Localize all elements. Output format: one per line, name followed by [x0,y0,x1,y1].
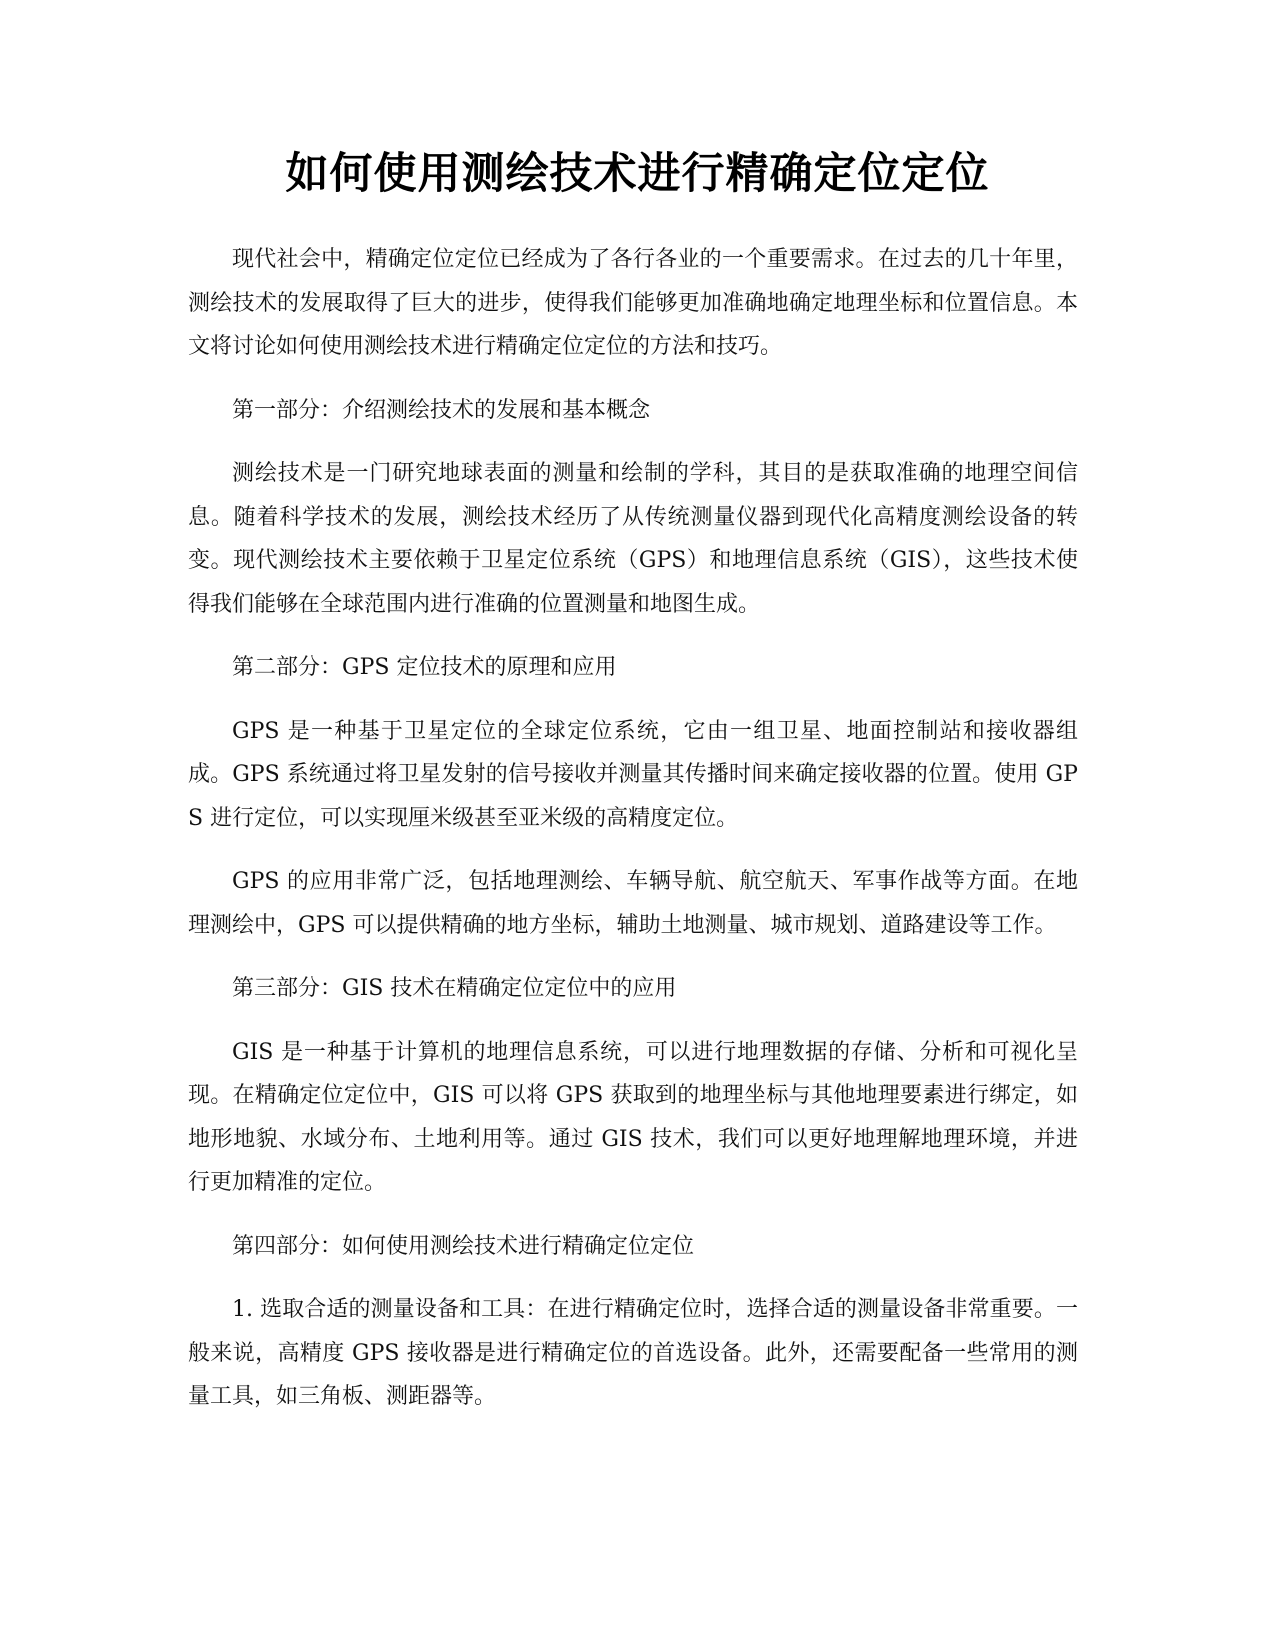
section-heading-3: 第三部分：GIS 技术在精确定位定位中的应用 [232,976,677,1001]
section-heading-1: 第一部分：介绍测绘技术的发展和基本概念 [232,397,651,423]
section-3-paragraph: GIS 是一种基于计算机的地理信息系统，可以进行地理数据的存储、分析和可视化呈现。在精确定位定位中，GIS 可以将 GPS 获取到的地理坐标与其他地理要素进行绑定，如地形地貌、水域分布、土地利用等。通过 GIS 技术，我们可以更好地理解地理环境，并进行更加精准的定位。 [188,1039,1078,1195]
document-title: 如何使用测绘技术进行精确定位定位 [285,149,990,199]
section-4-paragraph-1: 1. 选取合适的测量设备和工具：在进行精确定位时，选择合适的测量设备非常重要。一般来说，高精度 GPS 接收器是进行精确定位的首选设备。此外，还需要配备一些常用的测量工具，如三角板、测距器等。 [188,1297,1078,1409]
document-body [188,238,1078,1439]
section-1-paragraph: 测绘技术是一门研究地球表面的测量和绘制的学科，其目的是获取准确的地理空间信息。随着科学技术的发展，测绘技术经历了从传统测量仪器到现代化高精度测绘设备的转变。现代测绘技术主要依赖于卫星定位系统（GPS）和地理信息系统（GIS），这些技术使得我们能够在全球范围内进行准确的位置测量和地图生成。 [188,461,1078,617]
intro-paragraph: 现代社会中，精确定位定位已经成为了各行各业的一个重要需求。在过去的几十年里，测绘技术的发展取得了巨大的进步，使得我们能够更加准确地确定地理坐标和位置信息。本文将讨论如何使用测绘技术进行精确定位定位的方法和技巧。 [188,247,1078,359]
section-2-paragraph-1: GPS 是一种基于卫星定位的全球定位系统，它由一组卫星、地面控制站和接收器组成。GPS 系统通过将卫星发射的信号接收并测量其传播时间来确定接收器的位置。使用 GPS 进行定位，可以实现厘米级甚至亚米级的高精度定位。 [188,718,1078,831]
section-2-paragraph-2: GPS 的应用非常广泛，包括地理测绘、车辆导航、航空航天、军事作战等方面。在地理测绘中，GPS 可以提供精确的地方坐标，辅助土地测量、城市规划、道路建设等工作。 [188,869,1078,938]
section-heading-4: 第四部分：如何使用测绘技术进行精确定位定位 [232,1233,695,1259]
section-heading-2: 第二部分：GPS 定位技术的原理和应用 [232,655,617,680]
